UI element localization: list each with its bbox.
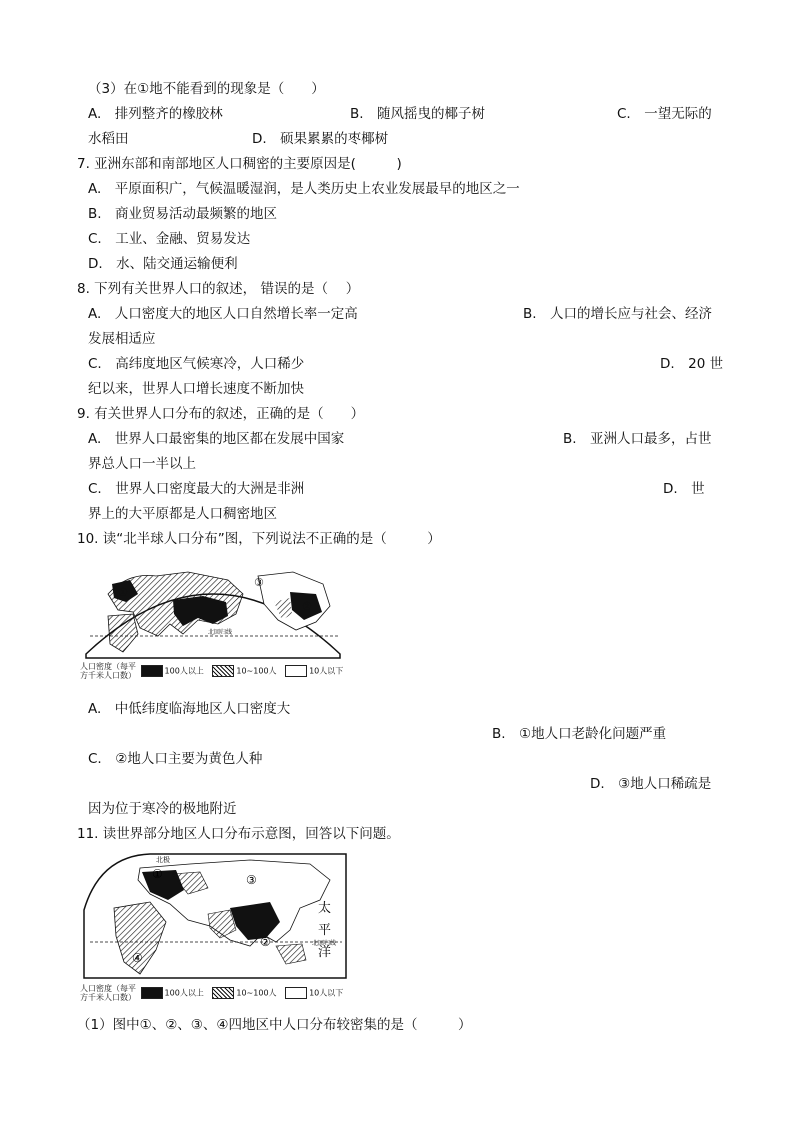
map2-ocean-char-3: 洋 — [318, 945, 332, 960]
map2-marker-3: ③ — [246, 873, 257, 887]
q8-option-c: C. 高纬度地区气候寒冷，人口稀少 — [88, 356, 305, 372]
q10-option-b: B. ①地人口老龄化问题严重 — [492, 726, 667, 742]
map1-legend-title: 人口密度（每平方千米人口数） — [80, 662, 136, 680]
map1-legend-dense: 100人以上 — [164, 666, 204, 676]
map2-ocean-char-2: 平 — [318, 923, 332, 938]
map1-legend-sparse: 10人以下 — [309, 666, 344, 676]
q11-stem: 11. 读世界部分地区人口分布示意图，回答以下问题。 — [77, 826, 400, 842]
map1-marker-1: ① — [118, 586, 128, 599]
q10-option-d: D. ③地人口稀疏是 — [590, 776, 712, 792]
map2-legend-sparse: 10人以下 — [309, 988, 344, 998]
q7-option-a: A. 平原面积广，气候温暖湿润，是人类历史上农业发展最早的地区之一 — [88, 181, 520, 197]
q6-option-d: D. 硕果累累的枣椰树 — [252, 131, 389, 147]
q7-option-b: B. 商业贸易活动最频繁的地区 — [88, 206, 278, 222]
q7-option-d: D. 水、陆交通运输便利 — [88, 256, 238, 272]
legend-swatch-medium — [212, 987, 234, 999]
legend-swatch-dense — [141, 987, 163, 999]
q9-option-d-cont: 界上的大平原都是人口稠密地区 — [88, 506, 277, 522]
q8-option-a: A. 人口密度大的地区人口自然增长率一定高 — [88, 306, 358, 322]
q10-option-a: A. 中低纬度临海地区人口密度大 — [88, 701, 291, 717]
q9-option-b: B. 亚洲人口最多，占世 — [563, 431, 712, 447]
q6-option-a: A. 排列整齐的橡胶林 — [88, 106, 223, 122]
q8-option-d: D. 20 世 — [660, 356, 724, 372]
map2-tropic-label: 北回归线 — [312, 940, 337, 947]
q11-part-1: （1）图中①、②、③、④四地区中人口分布较密集的是（ ） — [77, 1017, 472, 1033]
q7-option-c: C. 工业、金融、贸易发达 — [88, 231, 251, 247]
q9-stem: 9. 有关世界人口分布的叙述，正确的是（ ） — [77, 406, 365, 422]
map2-place-label: 北极 — [156, 856, 170, 864]
legend-swatch-dense — [141, 665, 163, 677]
map1-tropic-label: 北回归线 — [208, 629, 233, 636]
q6-3-stem: （3）在①地不能看到的现象是（ ） — [88, 81, 325, 97]
map2-legend — [80, 984, 350, 1002]
q8-stem: 8. 下列有关世界人口的叙述， 错误的是（ ） — [77, 281, 360, 297]
q10-stem: 10. 读“北半球人口分布”图，下列说法不正确的是（ ） — [77, 531, 441, 547]
map1-legend — [80, 662, 350, 680]
q9-option-a: A. 世界人口最密集的地区都在发展中国家 — [88, 431, 345, 447]
q9-option-d: D. 世 — [663, 481, 705, 497]
map2-legend-medium: 10~100人 — [236, 988, 277, 998]
q10-option-c: C. ②地人口主要为黄色人种 — [88, 751, 263, 767]
northern-hemisphere-population-map — [78, 554, 348, 664]
q6-option-c: C. 一望无际的 — [617, 106, 712, 122]
map1-legend-medium: 10~100人 — [236, 666, 277, 676]
q6-option-c-cont: 水稻田 — [88, 131, 129, 147]
legend-swatch-sparse — [285, 987, 307, 999]
legend-swatch-medium — [212, 665, 234, 677]
map2-ocean-char-1: 太 — [318, 901, 332, 916]
map2-legend-dense: 100人以上 — [164, 988, 204, 998]
q7-stem: 7. 亚洲东部和南部地区人口稠密的主要原因是( ) — [77, 156, 402, 172]
map2-legend-title: 人口密度（每平方千米人口数） — [80, 984, 136, 1002]
q8-option-b: B. 人口的增长应与社会、经济 — [523, 306, 713, 322]
legend-swatch-sparse — [285, 665, 307, 677]
q6-option-b: B. 随风摇曳的椰子树 — [350, 106, 486, 122]
q8-option-d-cont: 纪以来，世界人口增长速度不断加快 — [88, 381, 304, 397]
map2-marker-2: ② — [260, 935, 271, 949]
q8-option-b-cont: 发展相适应 — [88, 331, 156, 347]
map2-marker-4: ④ — [132, 951, 143, 965]
q9-option-c: C. 世界人口密度最大的大洲是非洲 — [88, 481, 305, 497]
q10-option-d-cont: 因为位于寒冷的极地附近 — [88, 801, 237, 817]
world-population-partial-map — [80, 850, 350, 980]
map1-marker-2: ② — [302, 600, 312, 613]
q9-option-b-cont: 界总人口一半以上 — [88, 456, 196, 472]
map2-marker-1: ① — [152, 867, 163, 881]
map1-marker-3: ③ — [254, 576, 264, 589]
